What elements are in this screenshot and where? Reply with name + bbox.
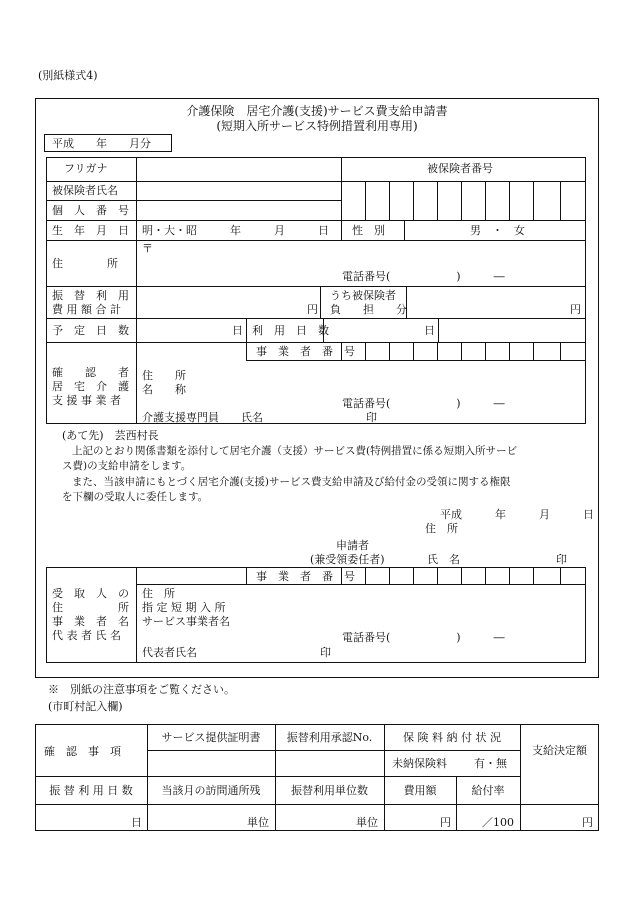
office-cell-line (437, 342, 438, 360)
recipient-address-label: 住 所 (142, 587, 175, 600)
col-line (246, 567, 247, 584)
benefit-rate-label: 給付率 (471, 784, 505, 797)
address-label: 住 所 (52, 257, 118, 270)
applicant-label: 申請者 (336, 539, 369, 552)
office-cell-line (437, 567, 438, 584)
confirm-label-3: 支 援 事 業 者 (52, 394, 121, 407)
label-col-line (136, 157, 137, 424)
birth-value[interactable]: 明・大・昭 年 月 日 (142, 224, 329, 237)
recipient-phone[interactable]: 電話番号( ) ― (342, 631, 505, 644)
sex-label: 性 別 (352, 224, 385, 237)
self-burden-label-2: 負 担 分 (330, 303, 407, 316)
payment-decision-label: 支給決定額 (532, 744, 587, 757)
office-cell-line (389, 342, 390, 360)
row-line (46, 286, 586, 287)
recipient-label-3: 事 業 者 名 (52, 615, 129, 628)
yen-unit: 円 (582, 816, 593, 829)
service-proof-label: サービス提供証明書 (161, 731, 261, 744)
col-line (341, 157, 342, 240)
recipient-office-label-2: サービス事業者名 (142, 615, 230, 628)
note-text: ※ 別紙の注意事項をご覧ください。 (48, 683, 235, 696)
form-label: (別紙様式4) (38, 69, 98, 82)
period-text: 平成 年 月分 (52, 137, 151, 150)
yen-unit: 円 (307, 303, 318, 316)
digit-cell-line (560, 181, 561, 220)
rate-value: ／100 (482, 816, 514, 829)
postal-mark: 〒 (142, 242, 153, 255)
addressee: (あて先) 芸西村長 (62, 429, 159, 442)
used-days-label: 利 用 日 数 (252, 324, 329, 337)
yen-unit: 円 (570, 303, 581, 316)
row-line (341, 181, 586, 182)
yes-no-choice[interactable]: 有・無 (474, 757, 507, 770)
furigana-label: フリガナ (64, 162, 108, 175)
day-unit: 日 (424, 324, 435, 337)
digit-cell-line (365, 181, 366, 220)
digit-cell-line (509, 181, 510, 220)
office-cell-line (509, 567, 510, 584)
col-line (320, 286, 321, 318)
seal-mark: 印 (556, 553, 567, 566)
digit-cell-line (485, 181, 486, 220)
recipient-label-1: 受 取 人 の (52, 587, 129, 600)
office-cell-line (509, 342, 510, 360)
personal-number-label: 個 人 番 号 (52, 204, 129, 217)
birth-label: 生 年 月 日 (52, 224, 129, 237)
visit-remaining-label: 当該月の訪問通所残 (161, 784, 261, 797)
confirm-name-label: 名 称 (142, 383, 186, 396)
col-line (520, 724, 521, 831)
self-burden-label-1: うち被保険者 (330, 289, 396, 302)
row-line (46, 200, 341, 201)
office-cell-line (560, 567, 561, 584)
body-text-2a: また、当該申請にもとづく居宅介護(支援)サービス費支給申請及び給付金の受領に関する権限 (72, 476, 511, 488)
col-line (438, 318, 439, 342)
row-line (46, 240, 586, 241)
recipient-label-2: 住 所 (52, 601, 129, 614)
office-cell-line (365, 342, 366, 360)
transfer-units-label: 振替利用単位数 (291, 784, 368, 797)
office-cell-line (365, 567, 366, 584)
body-text-1a: 上記のとおり関係書類を添付して居宅介護（支援）サービス費(特例措置に係る短期入所サービ (72, 445, 518, 457)
row-line (136, 584, 586, 585)
row-line (46, 181, 341, 182)
office-cell-line (485, 567, 486, 584)
yen-unit: 円 (440, 816, 451, 829)
col-line (246, 318, 247, 342)
scheduled-days-label: 予 定 日 数 (52, 324, 129, 337)
recipient-office-number-label: 事 業 者 番 号 (256, 570, 355, 583)
office-cell-line (389, 567, 390, 584)
applicant-name-label: 氏 名 (427, 553, 460, 566)
confirm-label-2: 居 宅 介 護 (52, 380, 129, 393)
office-number-label: 事 業 者 番 号 (256, 345, 355, 358)
row-line (35, 804, 599, 805)
unit-label: 単位 (247, 816, 269, 829)
day-unit: 日 (232, 324, 243, 337)
insured-name-label: 被保険者氏名 (52, 184, 118, 197)
unit-label: 単位 (356, 816, 378, 829)
request-date[interactable]: 平成 年 月 日 (440, 508, 594, 521)
office-cell-line (560, 342, 561, 360)
row-line (46, 318, 586, 319)
recipient-office-label-1: 指 定 短 期 入 所 (142, 601, 226, 614)
transfer-total-label-2: 費 用 額 合 計 (52, 303, 121, 316)
office-cell-line (485, 342, 486, 360)
transfer-total-label-1: 振 替 利 用 (52, 289, 129, 302)
digit-cell-line (533, 181, 534, 220)
confirm-address-label: 住 所 (142, 369, 186, 382)
body-text-2b: を下欄の受取人に委任します。 (62, 491, 209, 503)
digit-cell-line (389, 181, 390, 220)
unpaid-premium-label: 未納保険料 (392, 757, 447, 770)
confirm-items-label: 確 認 事 項 (44, 745, 121, 758)
digit-cell-line (461, 181, 462, 220)
office-cell-line (461, 342, 462, 360)
body-text-1b: ス費)の支給申請をします。 (62, 460, 192, 472)
label-col-line (136, 567, 137, 663)
form-subtitle: (短期入所サービス特例措置利用専用) (216, 119, 418, 133)
row-line (147, 750, 520, 751)
premium-status-label: 保 険 料 納 付 状 況 (403, 731, 501, 744)
form-title: 介護保険 居宅介護(支援)サービス費支給申請書 (186, 104, 448, 118)
cost-amount-label: 費用額 (403, 784, 437, 797)
row-line (46, 342, 586, 343)
digit-cell-line (437, 181, 438, 220)
day-unit: 日 (131, 816, 142, 829)
confirm-phone[interactable]: 電話番号( ) ― (342, 397, 505, 410)
row-line (246, 360, 586, 361)
office-cell-line (533, 342, 534, 360)
office-cell-line (461, 567, 462, 584)
insured-number-label: 被保険者番号 (427, 162, 493, 175)
row-line (46, 220, 586, 221)
office-cell-line (413, 567, 414, 584)
seal-mark: 印 (366, 411, 377, 424)
applicant-address-label: 住 所 (425, 522, 458, 535)
office-cell-line (533, 567, 534, 584)
care-manager-label: 介護支援専門員 氏名 (142, 411, 263, 424)
transfer-days-label: 振 替 利 用 日 数 (49, 784, 133, 797)
applicant-phone[interactable]: 電話番号( ) ― (342, 270, 505, 283)
row-line (35, 776, 520, 777)
sex-value[interactable]: 男 ・ 女 (470, 224, 525, 237)
transfer-approval-label: 振替利用承認No. (286, 731, 373, 744)
digit-cell-line (413, 181, 414, 220)
applicant-sub-label: (兼受領委任者) (310, 553, 385, 566)
recipient-label-4: 代 表 者 氏 名 (52, 629, 121, 642)
col-line (246, 342, 247, 360)
city-section-label: (市町村記入欄) (48, 700, 123, 713)
office-cell-line (413, 342, 414, 360)
col-line (404, 220, 405, 240)
confirm-label-1: 確 認 者 (52, 366, 129, 379)
seal-mark: 印 (320, 646, 331, 659)
representative-label: 代表者氏名 (142, 646, 197, 659)
